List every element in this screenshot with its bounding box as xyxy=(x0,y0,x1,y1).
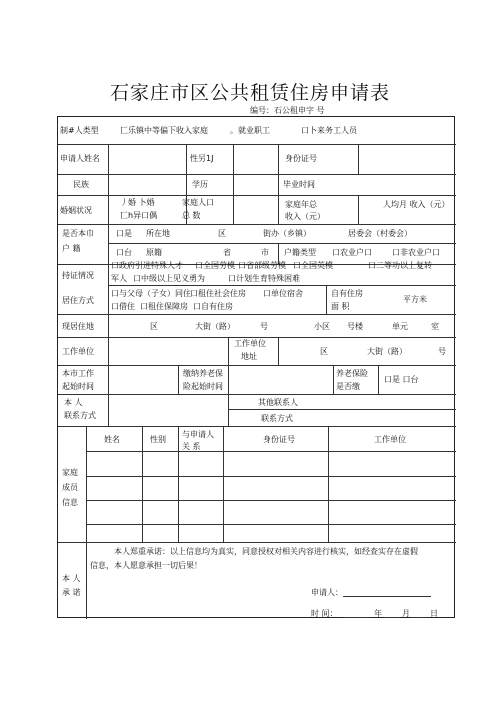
promise-label: 本 人 xyxy=(62,574,81,583)
residence-parents-checkbox[interactable]: 口与父母（子女）同住 xyxy=(111,289,191,298)
hukou-taiwan-checkbox[interactable]: 口台 xyxy=(116,248,132,257)
residence-dorm-checkbox[interactable]: 口单位宿舍 xyxy=(263,289,303,298)
date-label: 时 间： xyxy=(311,609,338,618)
marital-status-label: 婚姻状况 xyxy=(60,206,92,215)
monthly-income-label: 人均月 收入（元） xyxy=(383,200,450,209)
education-label: 学历 xyxy=(192,180,208,189)
province-label: 省 xyxy=(223,248,231,257)
applicant-signature-line[interactable] xyxy=(343,596,431,597)
address-street-label: 大街（路） xyxy=(195,322,235,331)
district-label: 区 xyxy=(218,229,226,238)
residence-public-housing-checkbox[interactable]: 口租住保障房 xyxy=(140,302,188,311)
self-contact-label-2: 联系方式 xyxy=(64,411,96,420)
month-input-line[interactable] xyxy=(384,617,400,618)
family-info-label: 家庭 xyxy=(62,468,78,477)
hukou-type-label: 户籍类型 xyxy=(284,248,316,257)
residence-borrow-checkbox[interactable]: 口借住 xyxy=(111,302,135,311)
document-number: 编号：石公租申字 号 xyxy=(250,106,325,115)
address-room-label: 室 xyxy=(431,322,439,331)
residence-mode-label: 居住方式 xyxy=(62,296,94,305)
employer-district-label: 区 xyxy=(320,347,328,356)
local-hukou-label-2: 户 籍 xyxy=(62,244,81,253)
cert-provincial-model-checkbox[interactable]: 口省部级劳模 xyxy=(238,261,286,270)
address-unit-label: 单元 xyxy=(392,322,408,331)
cert-national-model-checkbox[interactable]: 口全国劳模 xyxy=(195,261,235,270)
application-form-table xyxy=(57,116,455,618)
pension-paid-label: 养老保险 xyxy=(336,369,368,378)
id-number-label: 身份证号 xyxy=(285,154,317,163)
pension-paid-label-2: 是否缴 xyxy=(336,382,360,391)
location-label: 所在地 xyxy=(146,229,170,238)
square-meter-label: 平方米 xyxy=(403,295,427,304)
applicant-type-label: 制#人类型 xyxy=(60,126,99,135)
ethnicity-label: 民族 xyxy=(73,180,89,189)
family-header-gender: 性别 xyxy=(150,435,166,444)
family-population-label-2: 总 数 xyxy=(182,211,201,220)
family-header-id: 身份证号 xyxy=(263,435,295,444)
address-number-label: 号 xyxy=(260,322,268,331)
employer-street-label: 大街（路） xyxy=(367,347,407,356)
month-label: 月 xyxy=(402,609,410,618)
nonagri-hukou-checkbox[interactable]: 口非农业户口 xyxy=(392,248,440,257)
marital-option-married[interactable]: 丿婚 卜婚 xyxy=(120,198,155,207)
address-community-label: 小区 xyxy=(314,322,330,331)
gender-label: 性另1J xyxy=(190,154,214,163)
pension-paid-checkbox[interactable]: 口是 口台 xyxy=(384,375,419,384)
employer-address-label: 工作单位 xyxy=(234,339,266,348)
cert-veteran-checkbox[interactable]: 口二等功以上复转 xyxy=(368,261,432,270)
cert-national-hero-checkbox[interactable]: 口全国英模 xyxy=(293,261,333,270)
residence-own-checkbox[interactable]: 口自有住房 xyxy=(193,302,233,311)
family-info-label-2: 成员 xyxy=(62,483,78,492)
promise-text: 本人郑重承诺：以上信息均为真实，同意授权对相关内容进行核实，如经查实存在虚假 xyxy=(114,547,418,556)
employer-label: 工作单位 xyxy=(62,347,94,356)
address-district-label: 区 xyxy=(150,322,158,331)
annual-income-label: 家庭年总 xyxy=(285,200,317,209)
cert-veteran-label-2: 军人 xyxy=(111,274,127,283)
family-info-label-3: 信息 xyxy=(62,498,78,507)
day-input-line[interactable] xyxy=(412,617,428,618)
agri-hukou-checkbox[interactable]: 口农业户口 xyxy=(332,248,372,257)
own-house-area-label-2: 面 积 xyxy=(331,302,350,311)
cert-bravery-checkbox[interactable]: 口中级以上见义勇为 xyxy=(133,274,205,283)
applicant-name-label: 申请人姓名 xyxy=(60,154,100,163)
family-population-label: 家庭人口 xyxy=(182,198,214,207)
committee-label: 居委会（村委会） xyxy=(348,229,412,238)
certificates-label: 持证情况 xyxy=(62,271,94,280)
work-start-label: 本市工作 xyxy=(62,369,94,378)
graduation-time-label: 毕业时间 xyxy=(283,180,315,189)
current-address-label: 现居住地 xyxy=(62,322,94,331)
applicant-type-option-worker[interactable]: 。就业职工 xyxy=(230,126,270,135)
annual-income-label-2: 收入（元） xyxy=(285,212,325,221)
other-contact-label: 其他联系人 xyxy=(258,398,298,407)
address-building-label: 号楼 xyxy=(347,322,363,331)
day-label: 日 xyxy=(430,609,438,618)
family-header-name: 姓名 xyxy=(104,435,120,444)
cert-family-planning-checkbox[interactable]: 口计划生育特殊困难 xyxy=(228,274,300,283)
year-label: 年 xyxy=(374,609,382,618)
family-header-employer: 工作单位 xyxy=(374,435,406,444)
family-header-relation-2: 关 系 xyxy=(182,442,201,451)
pension-start-label-2: 险起始时间 xyxy=(183,382,223,391)
applicant-signature-label: 申请人： xyxy=(311,588,343,597)
employer-number-label: 号 xyxy=(438,347,446,356)
pension-start-label: 缴纳养老保 xyxy=(183,369,223,378)
year-input-line[interactable] xyxy=(343,617,371,618)
hukou-yes-checkbox[interactable]: 口是 xyxy=(116,229,132,238)
cert-talent-checkbox[interactable]: 口政府引进特殊人才 xyxy=(111,261,183,270)
street-label: 街办（乡镇） xyxy=(263,229,311,238)
promise-text-2: 信息，本人愿意承担一切后果！ xyxy=(90,561,202,570)
applicant-type-option-urban[interactable]: 匚乐镇中等偏下收入家庭 xyxy=(120,126,208,135)
residence-rent-checkbox[interactable]: 口租住社会住房 xyxy=(190,289,246,298)
family-header-relation: 与申请人 xyxy=(182,430,214,439)
contact-method-label: 联系方式 xyxy=(261,414,293,423)
applicant-type-option-migrant[interactable]: 口卜来务工人员 xyxy=(301,126,357,135)
employer-address-label-2: 地址 xyxy=(241,352,257,361)
native-place-label: 原籍 xyxy=(146,248,162,257)
city-label: 市 xyxy=(261,248,269,257)
local-hukou-label: 是否本巾 xyxy=(62,229,94,238)
marital-option-divorced[interactable]: 匸h异口偶 xyxy=(120,211,158,220)
page-title: 石家庄市区公共租赁住房申请表 xyxy=(109,82,390,104)
self-contact-label: 本 人 xyxy=(64,398,83,407)
work-start-label-2: 起始时间 xyxy=(62,382,94,391)
own-house-area-label: 自有住房 xyxy=(331,289,363,298)
promise-label-2: 承 诺 xyxy=(62,588,81,597)
